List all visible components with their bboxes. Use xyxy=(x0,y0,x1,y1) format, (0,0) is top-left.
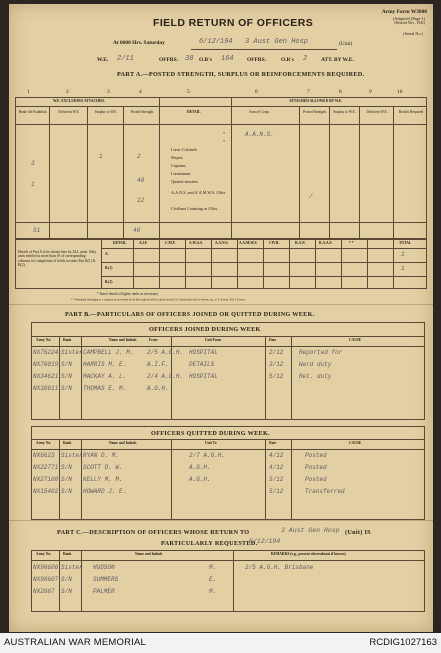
rank-civilians: Civilians Counting as Offrs. xyxy=(171,206,219,211)
rank-lt-col: Lieut.-Colonels xyxy=(171,147,198,152)
att-label: ATT. BY W.E. xyxy=(321,57,354,63)
return-date: 6/12/194 xyxy=(199,38,233,46)
archive-id: RCDIG1027163 xyxy=(369,637,437,648)
quitted-row: NX15402 xyxy=(33,488,59,495)
part-a-title: PART A.—POSTED STRENGTH, SURPLUS OR REINFORCEMENTS REQUIRED. xyxy=(117,71,365,78)
quitted-title: OFFICERS QUITTED DURING WEEK. xyxy=(151,430,270,437)
ors2-label: O.R's xyxy=(281,57,295,63)
joined-row: NX30611 xyxy=(33,385,59,392)
form-sheet: Army Form W3008 (Adapted) (Page 1) (Revised Nov., 1941) (Serial No.) FIELD RETURN OF OFFICERS At 0600 Hrs. Saturday 6/12/194 3 Aust Gen Hosp (Unit) W.E. 2/11 OFFRS. 38 O.R's 164 OFFRS. O.R's 2 ATT. BY W.E. PART A.—POSTED STRENGTH, SURPLUS OR REINFORCEMENTS REQUIRED. 1 2 3 4 5 6 7 8 9 10 W.E. EXCLUDING ATTACHED. ATTACHED ALLOWED BY W.E. DETAIL Rank-file Establish. Deficient W.E. Surplus to W.E. Posted Strength Arm of Corps Posted Strength Surplus to W.E. Deficient W.E. Reinfts Required * * Lieut.-Colonels Majors Captains Lieutenants Quarter-masters A.A.N.S. and A.A.M.W.S. Offrs Civilians Counting as Offrs. A.A.N.S. 2 1 3 40 1 12 / 51 48 DETAIL A.I.F. C.M.F. A.W.A.S. A.A.N.S. A.A.M.W.S. CIVIL R.A.N. R.A.A.F. * * TOTAL Details of Part A to be shown here by ALL units. Only units entitled to more than 10 of corresponding columns for completion of fields sections Part B(1) & B(2). A. B.(1) B.(2) 1 1 * Insert detail of higher ranks as necessary. * * Personnel belonging to a category not provided for in this analysis will be shown in this Col. Particulars will be shown, e.g., U.S. Forces, N.E.I. Forces. PART B.—PARTICULARS OF OFFICERS JOINED OR QUITTED DURING WEEK. OFFICERS JOINED DURING WEEK Army No. Rank Name and Initials From Unit From Date CAUSE NX76224 Sister CAMPBELL J. M. 2/5 A.G.H. HOSPITAL 2/12 Reported for NX70019 S/N HARRIS M. E. A.I.F. DETAILS 3/12 Ward duty NX34621 S/N MACKAY A. L. 2/4 A.G.H. HOSPITAL 5/12 Ret. duty NX30611 S/N THOMAS E. M. A.G.H. OFFICERS QUITTED DURING WEEK. Army No. Rank Name and Initials Unit To Date CAUSE NX6623 Sister RYAN D. M. 2/7 A.G.H. 4/12 Posted NX22771 S/N SCOTT D. W. A.G.H. 4/12 Posted NX27100 S/N KELLY M. M. A.G.H. 5/12 Posted NX15402 S/N HOWARD J. E. 5/12 Transferred PART C.—DESCRIPTION OF OFFICERS WHOSE RETURN TO 3 Aust Gen Hosp (Unit) IS PARTICULARLY REQUESTED. 6/12/194 Army No. Rank Name and Initials REMARKS (e.g., present whereabouts if known) NX98606 Sister HUDSON M. 2/5 A.G.H. Brisbane NX98607 S/N SUMMERS E. NX2887 S/N PALMER M. xyxy=(9,4,433,632)
group-right-head: ATTACHED ALLOWED BY W.E. xyxy=(289,99,343,103)
part-a-table xyxy=(15,97,427,239)
part-b-title: PART B.—PARTICULARS OF OFFICERS JOINED OR QUITTED DURING WEEK. xyxy=(65,311,315,318)
rank-lieutenants: Lieutenants xyxy=(171,171,191,176)
joined-title: OFFICERS JOINED DURING WEEK xyxy=(149,326,261,333)
footnote-2: * * Personnel belonging to a category not provided for in this analysis will be shown in this Col. Particulars will be shown, e.g., U.S. Forces, N.E.I. Forces. xyxy=(71,298,246,302)
joined-row: NX76224 xyxy=(33,349,59,356)
group-left-head: W.E. EXCLUDING ATTACHED. xyxy=(53,99,105,103)
archive-name: AUSTRALIAN WAR MEMORIAL xyxy=(4,637,147,648)
offrs2-label: OFFRS. xyxy=(247,57,267,63)
archive-footer xyxy=(0,633,441,653)
services-note: Details of Part A to be shown here by ALL units. Only units entitled to more than 10 of corresponding columns for completion of fields sections Part B(1) & B(2). xyxy=(18,250,97,268)
at-prefix: At 0600 Hrs. Saturday xyxy=(113,40,165,46)
rank-captains: Captains xyxy=(171,163,186,168)
rank-aans: A.A.N.S. and A.A.M.W.S. Offrs xyxy=(171,190,226,195)
part-c-title: PART C.—DESCRIPTION OF OFFICERS WHOSE RETURN TO xyxy=(57,529,250,536)
part-c-row: NX98607 xyxy=(33,576,59,583)
unit-label: (Unit) xyxy=(339,41,353,47)
joined-table xyxy=(31,322,425,420)
fold-crease xyxy=(9,520,433,521)
detail-head: DETAIL xyxy=(187,110,201,114)
part-c-unit: 3 Aust Gen Hosp xyxy=(281,527,340,534)
quitted-table xyxy=(31,426,425,520)
rank-qm: Quarter-masters xyxy=(171,179,198,184)
form-id: Army Form W3008 xyxy=(381,9,427,15)
quitted-row: NX6623 xyxy=(33,452,55,459)
part-c-unit-suffix: (Unit) IS xyxy=(345,529,371,536)
form-rev: (Revised Nov., 1941) xyxy=(394,21,425,25)
part-c-row: NX98606 xyxy=(33,564,59,571)
page-title: FIELD RETURN OF OFFICERS xyxy=(153,17,314,29)
form-sub: (Adapted) (Page 1) xyxy=(392,16,425,21)
unit-name: 3 Aust Gen Hosp xyxy=(245,38,309,46)
hw-arm-corps: A.A.N.S. xyxy=(245,131,274,138)
we-label: W.E. xyxy=(97,57,109,63)
rank-majors: Majors xyxy=(171,155,183,160)
joined-row: NX34621 xyxy=(33,373,59,380)
footnote-1: * Insert detail of higher ranks as necessary. xyxy=(97,292,159,296)
ors-label: O.R's xyxy=(199,57,213,63)
part-c-date: 6/12/194 xyxy=(249,538,281,545)
part-c-row: NX2887 xyxy=(33,588,55,595)
quitted-row: NX27100 xyxy=(33,476,59,483)
serial-number: (Serial No.) xyxy=(403,31,423,36)
quitted-row: NX22771 xyxy=(33,464,59,471)
offrs-label: OFFRS. xyxy=(159,57,179,63)
fold-crease xyxy=(9,304,433,305)
part-c-subtitle: PARTICULARLY REQUESTED. xyxy=(161,540,258,547)
joined-row: NX70019 xyxy=(33,361,59,368)
